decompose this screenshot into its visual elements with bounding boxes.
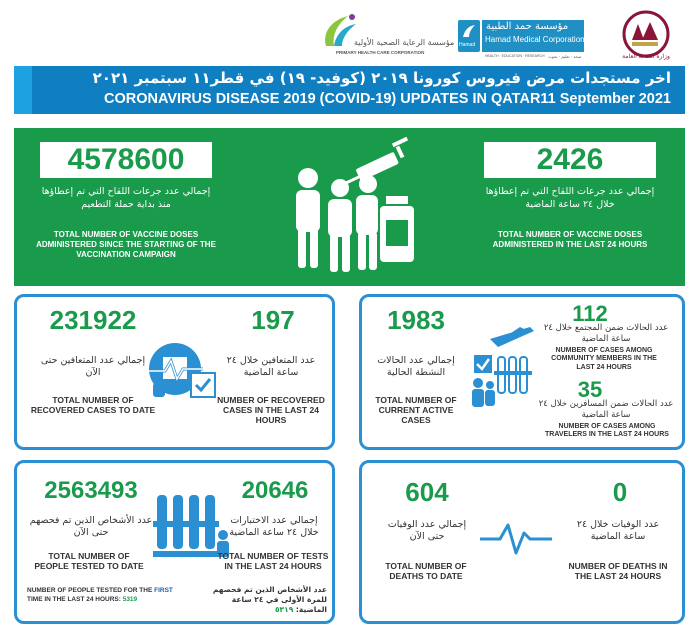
- vaccine-last24-en: TOTAL NUMBER OF VACCINE DOSES ADMINISTERED IN THE LAST 24 HOURS: [492, 230, 648, 249]
- phcc-name-ar: مؤسسة الرعاية الصحية الأولية: [354, 38, 455, 47]
- tested-last24-value: 20646: [241, 477, 309, 504]
- community-en: NUMBER OF CASES AMONG COMMUNITY MEMBERS IN THE LAST 24 HOURS: [551, 347, 657, 371]
- tested-last24-en: TOTAL NUMBER OF TESTS IN THE LAST 24 HOURS: [217, 551, 329, 572]
- title-english: CORONAVIRUS DISEASE 2019 (COVID-19) UPDATES IN QATAR11 September 2021: [104, 91, 671, 107]
- hmc-name-ar: مؤسسة حمد الطبية: [486, 21, 569, 32]
- vaccine-total-box: [40, 142, 212, 178]
- test-tubes-icon: [151, 493, 233, 559]
- first-time-en-a: NUMBER OF PEOPLE TESTED FOR THE: [27, 587, 155, 594]
- vaccine-total-en: TOTAL NUMBER OF VACCINE DOSES ADMINISTERED SINCE THE STARTING OF THE VACCINATION CAMPAIGN: [36, 230, 216, 259]
- active-cases-card: [359, 294, 685, 450]
- deaths-last24-ar: عدد الوفيات خلال ٢٤ ساعة الماضية: [576, 519, 660, 543]
- hmc-logo: [458, 20, 608, 62]
- vaccine-total-ar: إجمالي عدد جرعات اللقاح التي تم إعطاؤها منذ بداية حملة التطعيم: [41, 186, 211, 210]
- recovered-last24-en: NUMBER OF RECOVERED CASES IN THE LAST 24 HOURS: [217, 395, 325, 426]
- moph-name-ar: وزارة الصحة العامة: [622, 53, 670, 60]
- phcc-name-en: PRIMARY HEALTH CARE CORPORATION: [336, 50, 425, 55]
- tested-total-en: TOTAL NUMBER OF PEOPLE TESTED TO DATE: [34, 551, 144, 572]
- community-ar: عدد الحالات ضمن المجتمع خلال ٢٤ ساعة الماضية: [543, 323, 669, 344]
- vaccine-total-value: 4578600: [67, 143, 185, 176]
- travelers-en: NUMBER OF CASES AMONG TRAVELERS IN THE LAST 24 HOURS: [545, 423, 669, 439]
- recovered-total-en: TOTAL NUMBER OF RECOVERED CASES TO DATE: [30, 395, 156, 416]
- first-time-ar-text: عدد الأشخاص الذين تم فحصهم للمرة الأولى في ٢٤ ساعة الماضية:: [212, 585, 327, 615]
- vaccine-last24-box: [484, 142, 656, 178]
- recovered-card: [14, 294, 335, 450]
- logo-bar: [0, 8, 699, 66]
- active-en: TOTAL NUMBER OF CURRENT ACTIVE CASES: [375, 395, 457, 426]
- deaths-total-ar: إجمالي عدد الوفيات حتى الآن: [387, 519, 467, 543]
- recovered-monitor-icon: [145, 339, 221, 403]
- active-value: 1983: [387, 305, 445, 335]
- active-ar: إجمالي عدد الحالات النشطة الحالية: [377, 355, 455, 379]
- phcc-logo: [318, 12, 455, 62]
- moph-logo: [618, 10, 674, 66]
- hmc-tagline-ar: صحة · تعليم · بحوث: [548, 54, 582, 59]
- first-time-en-c: TIME IN THE LAST 24 HOURS:: [27, 595, 123, 603]
- first-time-en: [27, 587, 195, 605]
- community-value: 112: [572, 301, 608, 326]
- first-time-ar: [201, 585, 327, 615]
- hmc-tagline: HEALTH · EDUCATION · RESEARCH: [485, 54, 545, 58]
- recovered-total-ar: إجمالي عدد المتعافين حتى الآن: [40, 355, 146, 379]
- vaccination-icon: [270, 134, 440, 282]
- heartbeat-icon: [478, 519, 554, 557]
- tested-total-value: 2563493: [44, 477, 138, 504]
- hmc-name-en: Hamad Medical Corporation: [485, 35, 585, 44]
- deaths-last24-value: 0: [612, 477, 628, 507]
- recovered-last24-ar: عدد المتعافين خلال ٢٤ ساعة الماضية: [226, 355, 316, 379]
- travelers-value: 35: [577, 377, 603, 402]
- hmc-logo-icon: Hamad: [458, 20, 480, 52]
- recovered-last24-value: 197: [251, 305, 295, 335]
- first-time-value-ar: ٥٣١٩: [274, 605, 294, 615]
- travelers-ar: عدد الحالات ضمن المسافرين خلال ٢٤ ساعة الماضية: [538, 399, 674, 420]
- tested-card: [14, 460, 335, 624]
- vaccine-last24-ar: إجمالي عدد جرعات اللقاح التي تم إعطاؤها خلال ٢٤ ساعة الماضية: [485, 186, 655, 210]
- title-arabic: اخر مستجدات مرض فيروس كورونا ٢٠١٩ (كوفيد- ١٩) في قطر١١ سبتمبر ٢٠٢١: [92, 69, 671, 87]
- deaths-total-en: TOTAL NUMBER OF DEATHS TO DATE: [385, 561, 467, 582]
- tested-last24-ar: إجمالي عدد الاختبارات خلال ٢٤ ساعة الماضية: [229, 515, 319, 539]
- deaths-last24-en: NUMBER OF DEATHS IN THE LAST 24 HOURS: [568, 561, 668, 582]
- vaccine-panel: [14, 128, 685, 286]
- deaths-total-value: 604: [405, 477, 449, 507]
- first-time-en-b: FIRST: [154, 587, 173, 594]
- vaccine-last24-value: 2426: [536, 143, 604, 176]
- active-cases-icon: [464, 325, 536, 409]
- deaths-card: [359, 460, 685, 624]
- recovered-total-value: 231922: [49, 305, 137, 335]
- first-time-value: 5319: [122, 595, 138, 603]
- tested-total-ar: عدد الأشخاص الذين تم فحصهم حتى الآن: [29, 515, 153, 539]
- title-bar: [14, 66, 685, 114]
